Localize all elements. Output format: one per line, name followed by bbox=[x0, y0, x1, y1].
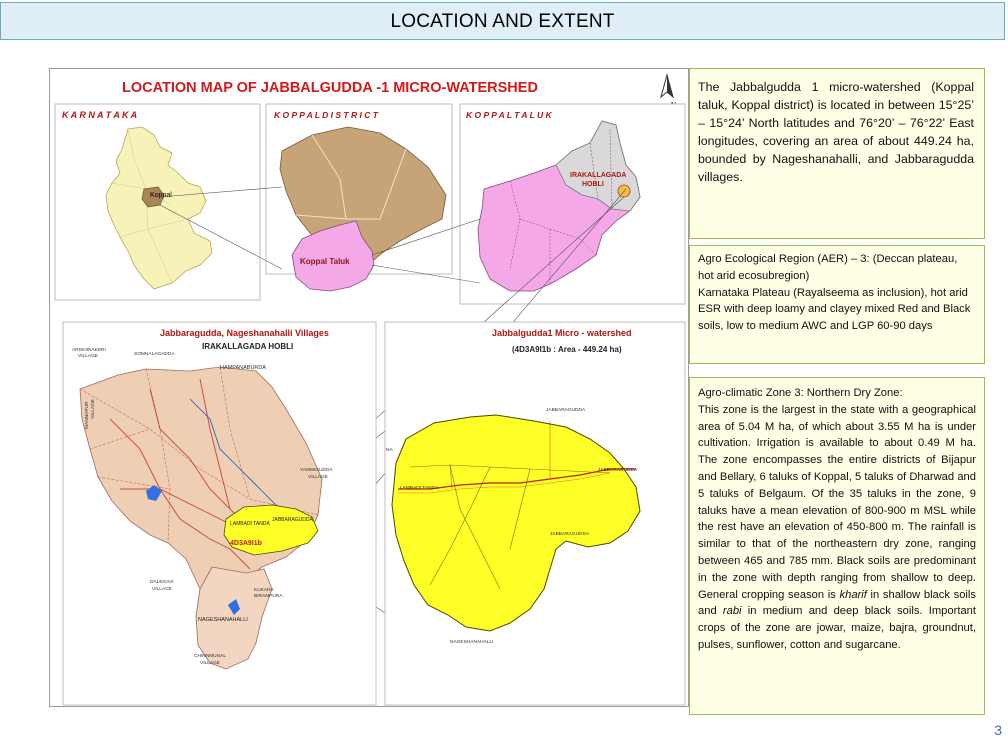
villages-header-2: IRAKALLAGADA HOBLI bbox=[202, 342, 294, 351]
village-label-jabbaragudda: JABBARAGUDDA bbox=[272, 517, 313, 523]
village-label-watershed-code: 4D3A9I1b bbox=[230, 540, 262, 547]
hobli-label-1: IRAKALLAGADA bbox=[570, 172, 627, 179]
agro-climatic-heading: Agro-climatic Zone 3: Northern Dry Zone: bbox=[698, 387, 903, 399]
watershed-panel bbox=[385, 322, 685, 705]
village-label-nageshanahalli: NAGESHANAHALLI bbox=[198, 617, 248, 623]
village-label-chinnmunal-village: VILLAGE bbox=[200, 661, 220, 666]
location-map bbox=[49, 68, 689, 707]
karnataka-header: K A R N A T A K A bbox=[62, 110, 138, 120]
watershed-label-jabbaragudda-bottom: JABBARAGUDDA bbox=[550, 532, 590, 537]
agro-climatic-panel bbox=[689, 377, 985, 715]
watershed-label-nageshanahalli: NAGESHANAHALLI bbox=[450, 640, 494, 645]
village-label-hampanaburda: HAMPANABURDA bbox=[220, 365, 267, 371]
agro-body-3: in medium and deep black soils. Important crops of the zone are jowar, maize, bajra, groundnut, pulses, sunflower, cotton and sugarcane. bbox=[698, 605, 976, 651]
title-bar bbox=[0, 2, 1005, 40]
aer-line-2: Karnataka Plateau (Rayalseema as inclusion), hot arid ESR with deep loamy and clayey mixed Red and Black soils, low to medium AWC and LGP 60-90 days bbox=[698, 286, 971, 333]
agro-body-1: This zone is the largest in the state with a geographical area of 5.04 M ha, of which about 3.55 M ha is under cultivation. Irrigation is available to about 0.49 M ha. The zone encompasses the entire districts of Bijapur and Bellary, 6 taluks of Koppal, 5 taluks of Dharwad and 5 taluks of Belgaum. Of the 35 taluks in the zone, 9 taluks have a mean elevation of 800-900 m MSL while the rest have an elevation of 450-800 m. The rainfall is similar to that of the northeastern dry zone, ranging between 465 and 785 mm. Black soils are predominant in the zone with depth ranging from shallow to deep. General cropping season is bbox=[698, 403, 976, 601]
watershed-header-2: (4D3A9I1b : Area - 449.24 ha) bbox=[512, 345, 622, 354]
village-label-somnalagadda: SOMNALAGADDA bbox=[134, 352, 175, 357]
watershed-label-jabbaragudda-top: JABBARAGUDDA bbox=[546, 408, 586, 413]
agro-climatic-body bbox=[698, 402, 976, 654]
watershed-label-na: NA bbox=[386, 448, 393, 453]
village-label-mannapur: MANNAPUR bbox=[85, 401, 90, 429]
village-label-dalegavi-village: VILLAGE bbox=[152, 587, 172, 592]
village-label-yammiguddda-village: VILLAGE bbox=[308, 475, 328, 480]
village-label-kukara: KUKARA bbox=[254, 588, 274, 593]
map-title: LOCATION MAP OF JABBALGUDDA -1 MICRO-WATERSHED bbox=[122, 80, 538, 96]
location-description: The Jabbalgudda 1 micro-watershed (Koppal taluk, Koppal district) is located in between 15°25’ – 15°24’ North latitudes and 76°20’ – 76°22’ East longitudes, covering an area of about 449.24 ha, bounded by Nageshanahalli, and Jabbaragudda villages. bbox=[698, 80, 974, 184]
village-label-birampura: BIRAMPURA bbox=[254, 594, 283, 599]
slide-title: LOCATION AND EXTENT bbox=[390, 11, 615, 32]
village-label-arishinakeri: ARISHINAKERI bbox=[72, 348, 106, 353]
villages-panel bbox=[63, 322, 376, 705]
watershed-label-jabbaragudda-right: JABBARAGUDDA bbox=[598, 468, 638, 473]
taluk-header: K O P P A L T A L U K bbox=[466, 110, 552, 120]
hobli-label-2: HOBLI bbox=[582, 181, 604, 188]
village-label-dalegavi: DALEGAVI bbox=[150, 580, 174, 585]
village-label-arishinakeri-village: VILLAGE bbox=[78, 354, 98, 359]
district-header: K O P P A L D I S T R I C T bbox=[274, 110, 378, 120]
taluk-panel bbox=[460, 104, 685, 304]
karnataka-panel bbox=[55, 104, 260, 300]
agro-body-2: in shallow black soils and bbox=[698, 588, 976, 618]
location-map-graphic bbox=[50, 69, 689, 707]
agro-kharif: kharif bbox=[839, 588, 867, 601]
agro-rabi: rabi bbox=[722, 605, 742, 618]
location-text-panel bbox=[689, 68, 985, 239]
villages-header-1: Jabbaragudda, Nageshanahalli Villages bbox=[160, 328, 329, 338]
aer-text-panel bbox=[689, 245, 985, 364]
aer-line-1: Agro Ecological Region (AER) – 3: (Deccan plateau, hot arid ecosubregion) bbox=[698, 253, 958, 282]
village-label-yammiguddda: YAMMIGUDDA bbox=[300, 468, 333, 473]
koppal-taluk-label: Koppal Taluk bbox=[300, 257, 350, 266]
village-label-lambadi-tanda: LAMBADI TANDA bbox=[230, 521, 270, 527]
watershed-label-lambadi-tanda: LAMBADI TANDA bbox=[400, 486, 439, 491]
village-label-mannapur-village: VILLAGE bbox=[91, 399, 96, 419]
village-label-chinnmunal: CHINNMUNAL bbox=[194, 654, 226, 659]
page-number: 3 bbox=[994, 722, 1002, 738]
district-panel bbox=[266, 104, 452, 291]
koppal-label: Koppal bbox=[150, 192, 172, 199]
watershed-header-1: Jabbalgudda1 Micro - watershed bbox=[492, 328, 632, 338]
